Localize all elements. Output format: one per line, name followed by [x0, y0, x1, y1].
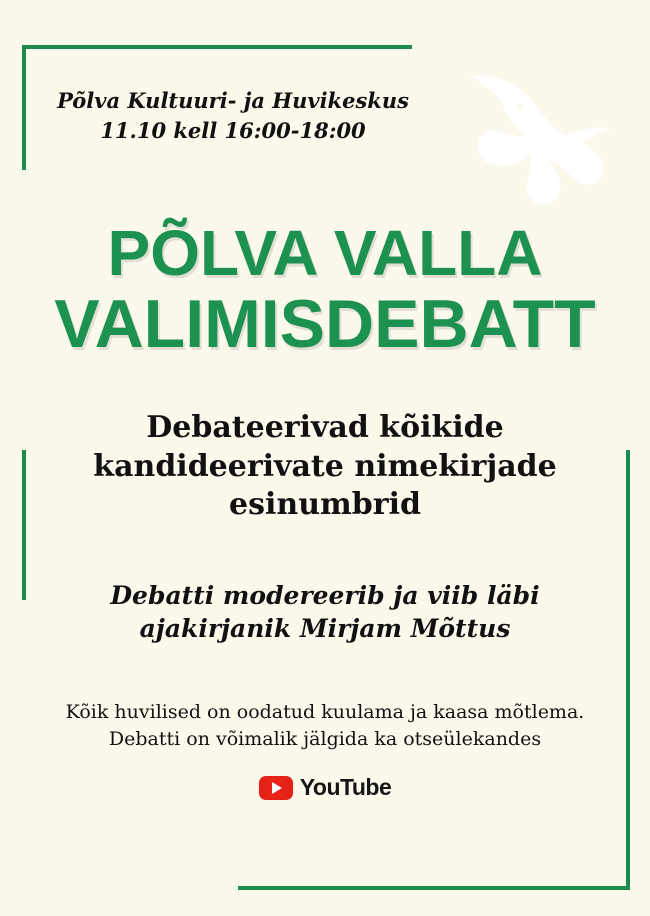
venue-place: Põlva Kultuuri- ja Huvikeskus	[57, 88, 409, 113]
venue-datetime: 11.10 kell 16:00-18:00	[100, 118, 366, 144]
subtitle-line-2: kandideerivate nimekirjade	[93, 448, 557, 484]
youtube-label: YouTube	[299, 774, 392, 801]
notice-block	[0, 699, 650, 752]
subtitle-line-3: esinumbrid	[229, 487, 421, 523]
frame-line-bottom	[238, 886, 630, 890]
venue-block	[18, 86, 448, 147]
title-line-2: VALIMISDEBATT	[54, 285, 596, 362]
moderator-line-1: Debatti modereerib ja viib läbi	[110, 580, 540, 610]
subtitle-line-1: Debateerivad kõikide	[146, 410, 504, 446]
subtitle-block	[0, 409, 650, 524]
moderator-block	[0, 579, 650, 646]
title-line-1: PÕLVA VALLA	[107, 216, 543, 289]
notice-line-2: Debatti on võimalik jälgida ka otseülekandes	[108, 727, 542, 750]
page-title	[0, 216, 650, 362]
notice-line-1: Kõik huvilised on oodatud kuulama ja kaasa mõtlema.	[65, 701, 585, 724]
youtube-play-icon	[259, 776, 293, 800]
youtube-link[interactable]	[0, 774, 650, 801]
moderator-line-2: ajakirjanik Mirjam Mõttus	[139, 613, 511, 643]
